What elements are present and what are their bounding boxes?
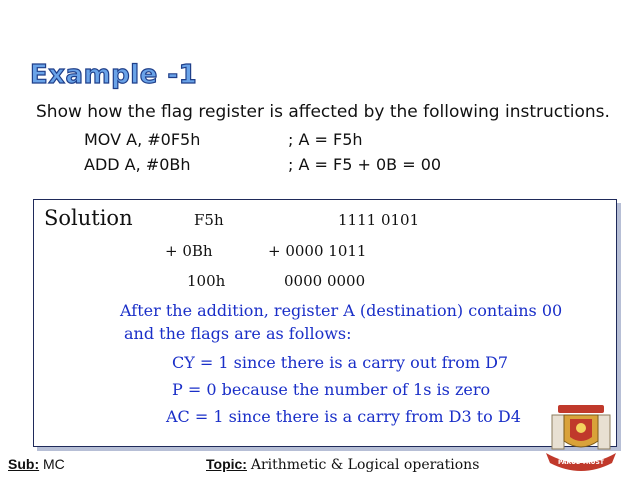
code-comment-add: ; A = F5 + 0B = 00 [288, 155, 442, 174]
footer-subject [8, 456, 65, 472]
bin-operand-2: + 0000 1011 [268, 242, 367, 260]
parul-trust-logo [542, 403, 620, 473]
explanation-line: After the addition, register A (destination) contains 00 [120, 301, 563, 320]
bin-result: 0000 0000 [284, 272, 366, 290]
code-instruction-add: ADD A, #0Bh [84, 155, 191, 174]
aux-carry-flag-explanation: AC = 1 since there is a carry from D3 to D4 [166, 407, 521, 426]
hex-result: 100h [187, 272, 226, 290]
solution-label: Solution [44, 206, 133, 230]
footer-topic [206, 456, 479, 473]
slide-title: Example -1 [30, 60, 198, 90]
hex-operand-1: F5h [194, 211, 224, 229]
code-comment-mov: ; A = F5h [288, 130, 363, 149]
code-instruction-mov: MOV A, #0F5h [84, 130, 201, 149]
subject-value: MC [43, 456, 65, 472]
intro-text: Show how the flag register is affected by the following instructions. [36, 102, 610, 122]
hex-operand-2: + 0Bh [165, 242, 213, 260]
logo-ribbon-text: PARUL TRUST [558, 459, 604, 466]
topic-label: Topic: [206, 456, 247, 472]
parity-flag-explanation: P = 0 because the number of 1s is zero [172, 380, 491, 399]
bin-operand-1: 1111 0101 [338, 211, 420, 229]
topic-value: Arithmetic & Logical operations [250, 457, 480, 473]
subject-label: Sub: [8, 456, 40, 472]
carry-flag-explanation: CY = 1 since there is a carry out from D7 [172, 353, 509, 372]
explanation-line: and the flags are as follows: [124, 324, 352, 343]
